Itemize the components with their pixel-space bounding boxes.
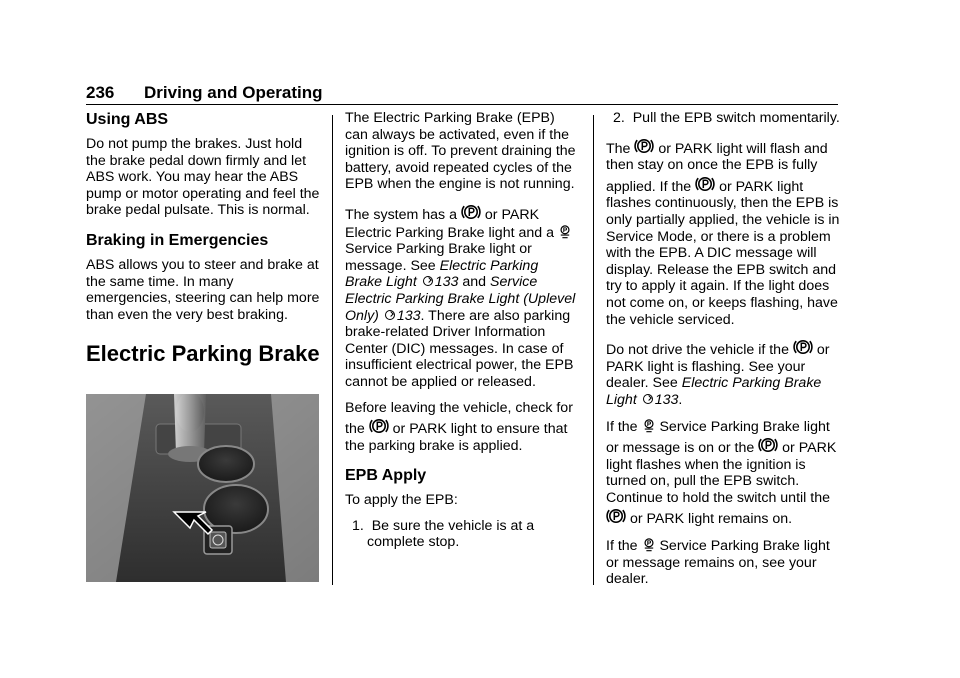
heading-using-abs: Using ABS — [86, 111, 169, 128]
page-ref-icon — [643, 394, 653, 404]
paragraph-before-leaving: Before leaving the vehicle, check for the or PARK light to ensure that the parking brake is applied. — [345, 399, 573, 454]
paragraph-epb-intro: The Electric Parking Brake (EPB) can always be activated, even if the ignition is off. To prevent draining the battery, avoid repeated cycles of the EPB when the engine is not running. — [345, 110, 576, 193]
page-number: 236 — [86, 83, 115, 102]
park-brake-icon — [634, 136, 654, 156]
service-park-brake-icon — [558, 224, 572, 240]
link-service-epb-light[interactable]: Service Electric Parking Brake Light (Uplevel Only) — [345, 274, 576, 324]
paragraph-service-light-remains: If the Service Parking Brake light or message remains on, see your dealer. — [606, 538, 830, 588]
park-brake-icon — [369, 416, 389, 436]
paragraph-to-apply: To apply the EPB: — [345, 492, 458, 509]
column-left — [86, 110, 320, 375]
step-2: 2. Pull the EPB switch momentarily. — [613, 110, 840, 126]
heading-epb-apply: EPB Apply — [345, 467, 427, 485]
step-1: 1. Be sure the vehicle is at a complete stop. — [352, 517, 535, 551]
epb-switch-photo — [86, 394, 319, 582]
park-brake-icon — [758, 435, 778, 455]
heading-electric-parking-brake: Electric Parking Brake — [86, 341, 320, 367]
page-header — [86, 83, 838, 105]
link-epb-light[interactable]: Electric Parking Brake Light — [606, 375, 822, 408]
column-middle — [345, 110, 579, 560]
service-park-brake-icon — [642, 537, 656, 553]
page-ref-icon — [423, 276, 433, 286]
park-brake-icon — [461, 202, 481, 222]
section-title: Driving and Operating — [144, 83, 323, 102]
park-brake-icon — [793, 337, 813, 357]
park-brake-icon — [606, 506, 626, 526]
paragraph-emergencies: ABS allows you to steer and brake at the same time. In many emergencies, steering can help more than even the very best braking. — [86, 256, 320, 323]
paragraph-do-not-drive: Do not drive the vehicle if the or PARK light is flashing. See your dealer. See Electric Parking Brake Light 133. — [606, 337, 842, 408]
park-brake-icon — [695, 174, 715, 194]
paragraph-service-light-on: If the Service Parking Brake light or message is on or the or PARK light flashes when the ignition is turned on, pull the EPB switch. Continue to hold the switch until the or PARK light remains on. — [606, 418, 837, 528]
paragraph-park-light-flash: The or PARK light will flash and then stay on once the EPB is fully applied. If the or PARK light flashes continuously, then the EPB is only partially applied, the vehicle is in Service Mode, or there is a problem with the EPB. A DIC message will display. Release the EPB switch and try to apply it again. If the light does not come on, or keeps flashing, have the vehicle serviced. — [606, 136, 842, 329]
paragraph-epb-system: The system has a or PARK Electric Parking Brake light and a Service Parking Brake light or message. See Electric Parking Brake Light 133 and Service Electric Parking Brake Light (Uplevel Only) 133. There are also parking brake-related Driver Information Center (DIC) messages. In case of insufficient electrical power, the EPB cannot be applied or released. — [345, 202, 579, 391]
link-epb-light[interactable]: Electric Parking Brake Light — [345, 257, 539, 291]
page-ref-icon — [385, 310, 395, 320]
column-divider — [332, 115, 333, 585]
column-divider — [593, 115, 594, 585]
paragraph-abs: Do not pump the brakes. Just hold the brake pedal down firmly and let ABS work. You may hear the ABS pump or motor operating and feel the brake pedal pulsate. This is normal. — [86, 136, 320, 219]
heading-braking-emergencies: Braking in Emergencies — [86, 231, 269, 249]
service-park-brake-icon — [642, 418, 656, 434]
console-illustration — [86, 394, 319, 582]
column-right — [606, 110, 842, 597]
